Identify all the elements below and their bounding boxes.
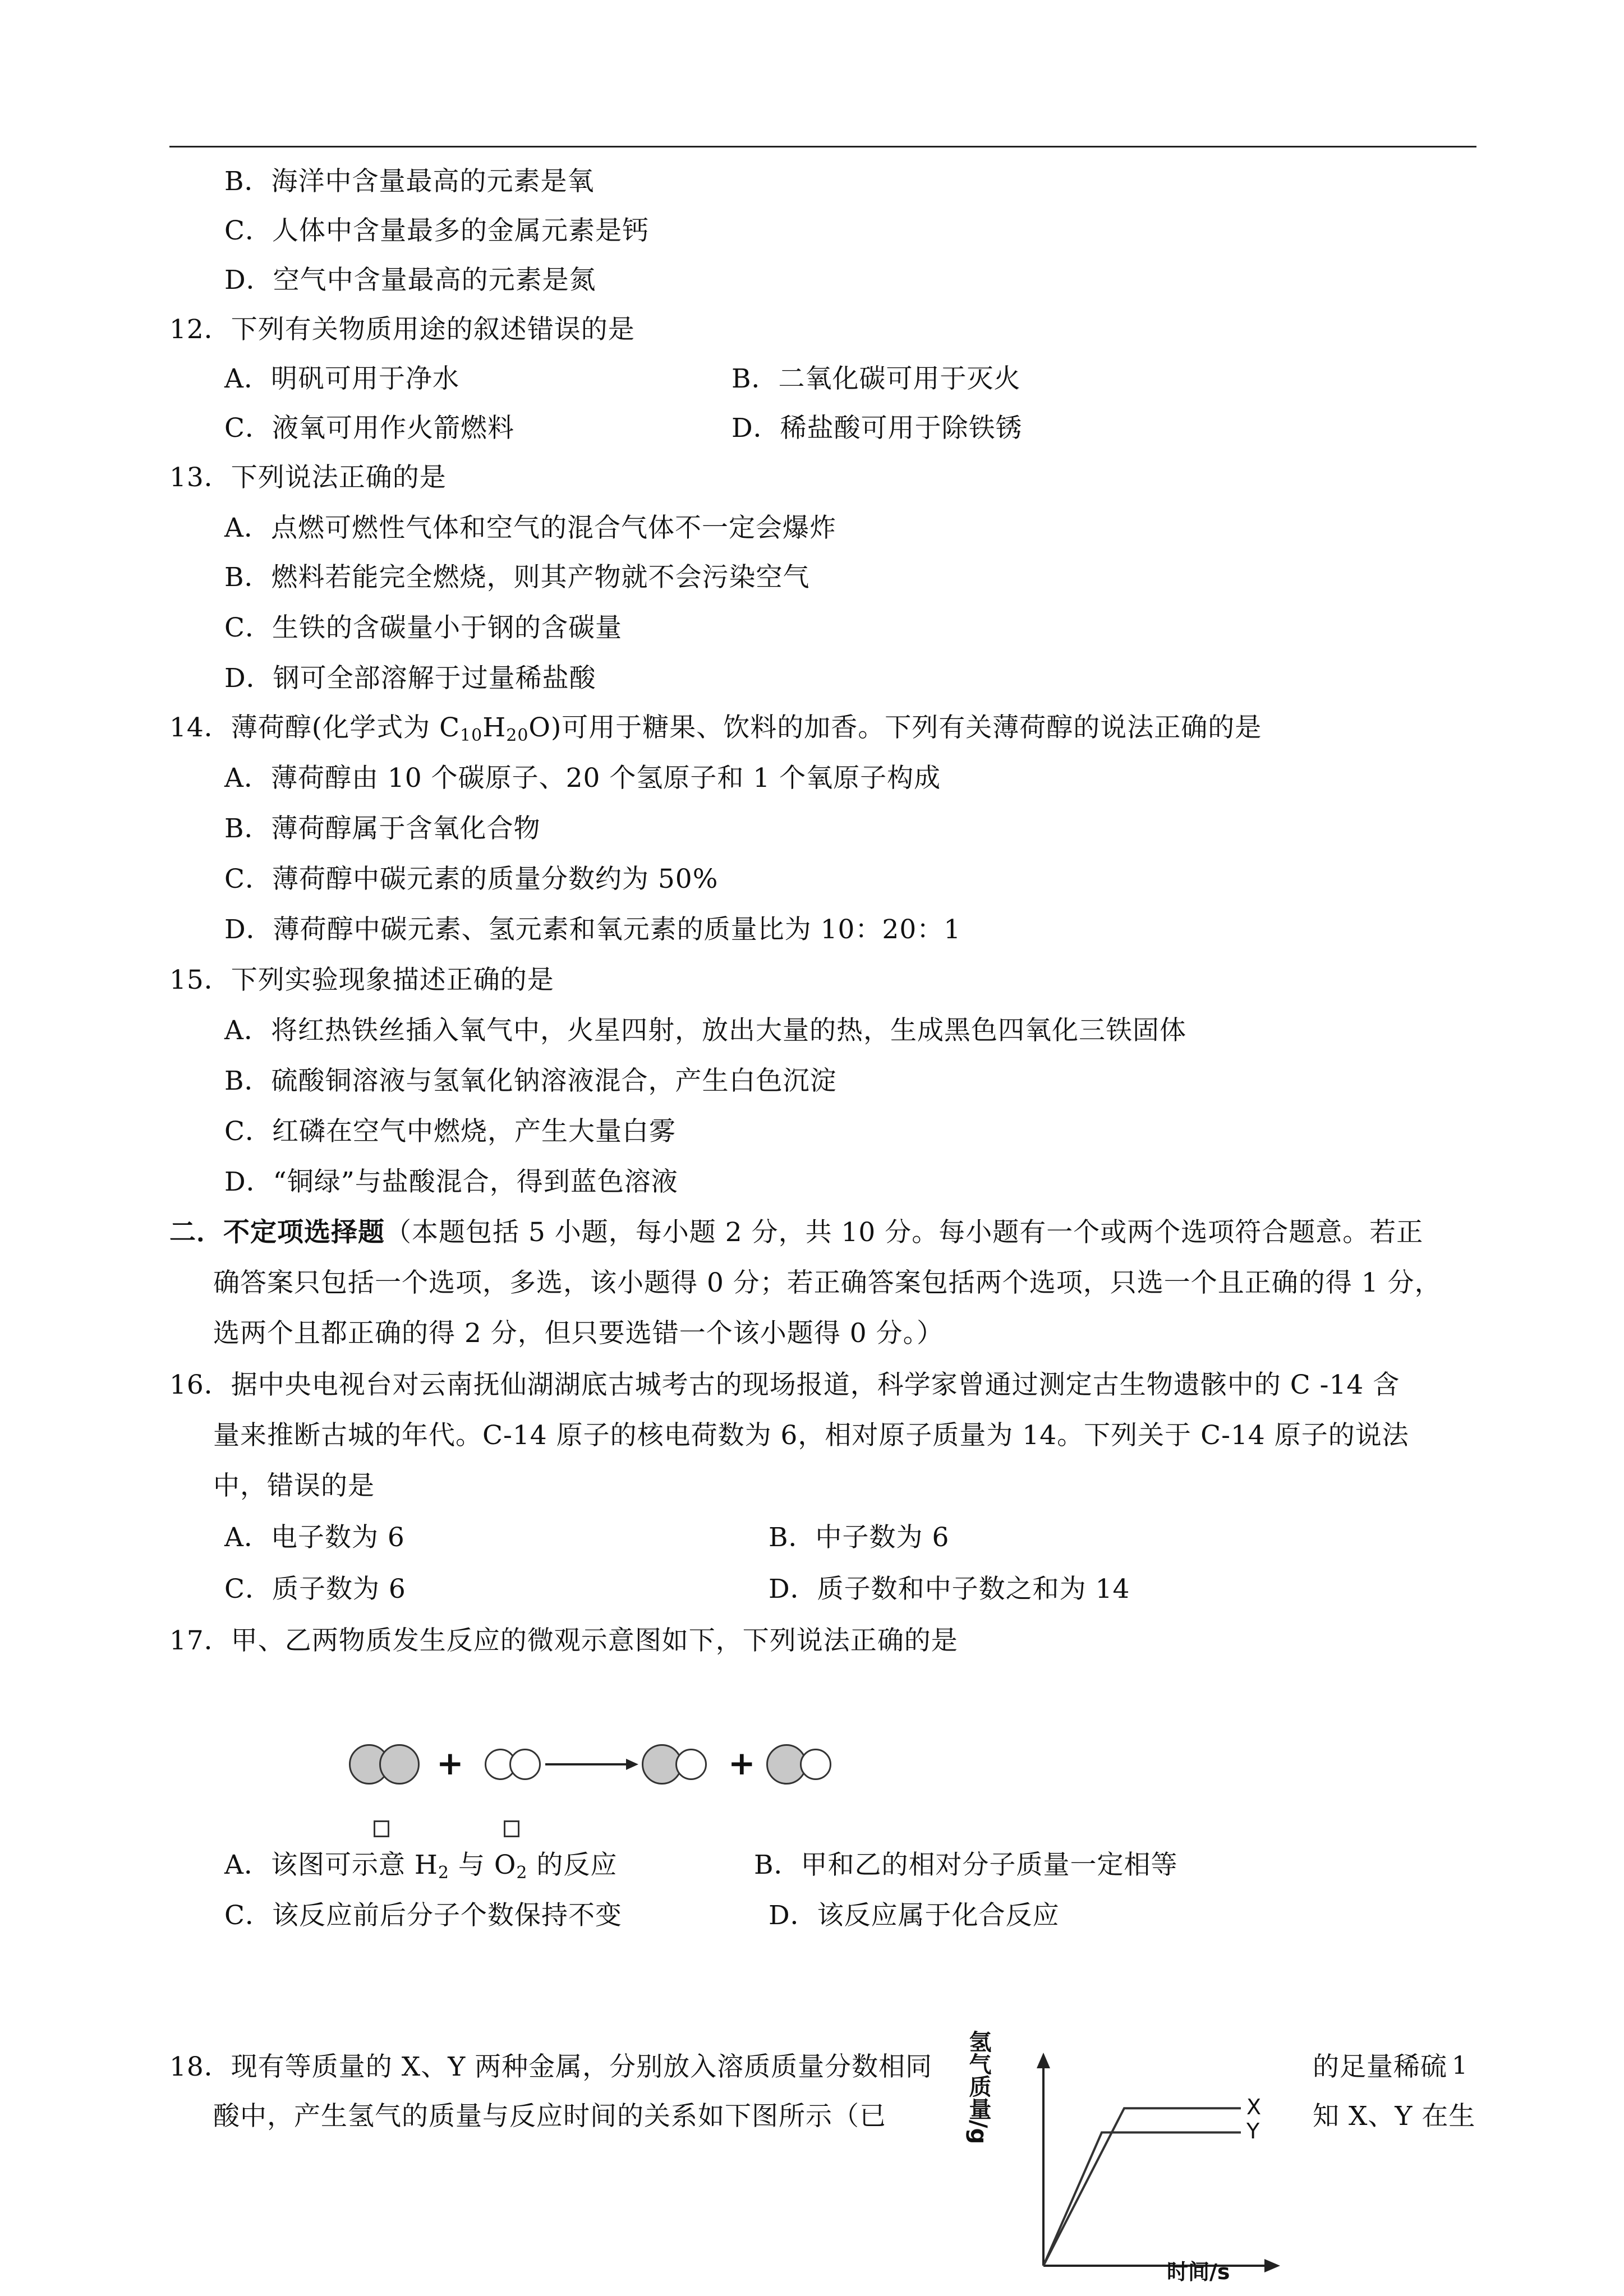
reaction-arrow bbox=[544, 1753, 640, 1776]
q16-option-a: A．电子数为 6 bbox=[224, 1522, 405, 1553]
q17-option-a-post: 的反应 bbox=[527, 1850, 618, 1880]
series-label-x: X bbox=[1246, 2095, 1262, 2120]
q16-stem-line-2: 量来推断古城的年代。C-14 原子的核电荷数为 6，相对原子质量为 14。下列关于 C-14 原子的说法 bbox=[213, 1420, 1409, 1451]
product-1-atom-b bbox=[675, 1749, 707, 1780]
q17-option-c: C．该反应前后分子个数保持不变 bbox=[224, 1900, 622, 1931]
q14-sub-2: 20 bbox=[506, 726, 529, 745]
q17-option-a bbox=[224, 1848, 617, 1882]
q12-option-b: B．二氧化碳可用于灭火 bbox=[732, 363, 1021, 394]
graph-x-axis-label: 时间/s bbox=[1167, 2260, 1230, 2284]
q11-option-d: D．空气中含量最高的元素是氮 bbox=[224, 265, 596, 296]
q14-option-a: A．薄荷醇由 10 个碳原子、20 个氢原子和 1 个氧原子构成 bbox=[224, 763, 941, 794]
graph-x-arrow bbox=[1264, 2259, 1280, 2272]
graph-plot bbox=[965, 2019, 1301, 2296]
section-2-title: 不定项选择题 bbox=[223, 1217, 385, 1248]
q11-option-c: C．人体中含量最多的金属元素是钙 bbox=[224, 215, 649, 246]
q18-stem-line-1a: 18．现有等质量的 X、Y 两种金属，分别放入溶质质量分数相同 bbox=[169, 2051, 933, 2082]
section-2-heading bbox=[169, 1216, 1423, 1250]
q13-option-b: B．燃料若能完全燃烧，则其产物就不会污染空气 bbox=[224, 562, 810, 593]
q16-option-b: B．中子数为 6 bbox=[769, 1522, 950, 1553]
product-2-atom-b bbox=[800, 1749, 831, 1780]
q12-option-a: A．明矾可用于净水 bbox=[224, 363, 459, 394]
series-label-y: Y bbox=[1246, 2119, 1260, 2144]
q16-stem-line-3: 中，错误的是 bbox=[213, 1470, 375, 1501]
header-rule bbox=[169, 146, 1476, 147]
q12-stem: 12．下列有关物质用途的叙述错误的是 bbox=[169, 314, 635, 345]
q16-stem-line-1: 16．据中央电视台对云南抚仙湖湖底古城考古的现场报道，科学家曾通过测定古生物遗骸中的 C -14 含 bbox=[169, 1370, 1400, 1400]
q16-option-d: D．质子数和中子数之和为 14 bbox=[769, 1574, 1130, 1605]
q17-option-a-pre: A．该图可示意 H bbox=[224, 1850, 438, 1880]
reactant-1-label-box bbox=[374, 1820, 389, 1837]
reactant-2-label-box bbox=[504, 1820, 519, 1837]
plus-sign: + bbox=[728, 1744, 756, 1782]
q14-option-b: B．薄荷醇属于含氧化合物 bbox=[224, 813, 541, 844]
q16-option-c: C．质子数为 6 bbox=[224, 1574, 406, 1605]
q15-option-c: C．红磷在空气中燃烧，产生大量白雾 bbox=[224, 1116, 676, 1147]
q18-stem-line-2b: 知 X、Y 在生 bbox=[1313, 2101, 1476, 2132]
q17-option-a-mid: 与 O bbox=[449, 1850, 517, 1880]
q12-option-c: C．液氧可用作火箭燃料 bbox=[224, 413, 514, 444]
hydrogen-mass-graph bbox=[965, 2019, 1301, 2296]
reactant-1-atom-b bbox=[379, 1744, 420, 1785]
graph-y-arrow bbox=[1037, 2053, 1050, 2068]
q14-option-c: C．薄荷醇中碳元素的质量分数约为 50% bbox=[224, 864, 719, 895]
reaction-diagram bbox=[337, 1722, 853, 1868]
q13-option-a: A．点燃可燃性气体和空气的混合气体不一定会爆炸 bbox=[224, 513, 836, 543]
q15-stem: 15．下列实验现象描述正确的是 bbox=[169, 965, 554, 995]
q14-stem-post: O)可用于糖果、饮料的加香。下列有关薄荷醇的说法正确的是 bbox=[528, 712, 1262, 743]
q15-option-a: A．将红热铁丝插入氧气中，火星四射，放出大量的热，生成黑色四氧化三铁固体 bbox=[224, 1015, 1186, 1046]
q14-sub-1: 10 bbox=[460, 726, 483, 745]
q17-sub-1: 2 bbox=[438, 1863, 449, 1883]
q18-stem-line-1b: 的足量稀硫 bbox=[1313, 2051, 1447, 2082]
q15-option-b: B．硫酸铜溶液与氢氧化钠溶液混合，产生白色沉淀 bbox=[224, 1066, 837, 1096]
graph-y-axis-label: 氢气质量/g bbox=[965, 2030, 991, 2145]
plus-sign: + bbox=[436, 1744, 464, 1782]
section-2-instructions: （本题包括 5 小题，每小题 2 分，共 10 分。每小题有一个或两个选项符合题意。若正 bbox=[385, 1217, 1424, 1248]
section-2-instructions-line-3: 选两个且都正确的得 2 分，但只要选错一个该小题得 0 分。） bbox=[213, 1318, 944, 1349]
q12-option-d: D．稀盐酸可用于除铁锈 bbox=[732, 413, 1023, 444]
q14-stem bbox=[169, 711, 1262, 745]
section-2-number: 二． bbox=[169, 1217, 223, 1248]
q18-stem-line-2a: 酸中，产生氢气的质量与反应时间的关系如下图所示（已 bbox=[213, 2101, 886, 2132]
q14-stem-pre: 14．薄荷醇(化学式为 C bbox=[169, 712, 461, 743]
q17-stem: 17．甲、乙两物质发生反应的微观示意图如下，下列说法正确的是 bbox=[169, 1625, 958, 1656]
reactant-2-atom-b bbox=[509, 1749, 541, 1780]
q17-option-b: B．甲和乙的相对分子质量一定相等 bbox=[754, 1850, 1178, 1880]
q17-option-d: D．该反应属于化合反应 bbox=[769, 1900, 1060, 1931]
q11-option-b: B．海洋中含量最高的元素是氧 bbox=[224, 166, 595, 197]
section-2-instructions-line-2: 确答案只包括一个选项，多选，该小题得 0 分；若正确答案包括两个选项，只选一个且正确的得 1 分， bbox=[213, 1267, 1442, 1298]
q15-option-d: D．“铜绿”与盐酸混合，得到蓝色溶液 bbox=[224, 1167, 678, 1197]
q17-sub-2: 2 bbox=[516, 1863, 528, 1883]
q14-option-d: D．薄荷醇中碳元素、氢元素和氧元素的质量比为 10：20：1 bbox=[224, 914, 961, 945]
q13-stem: 13．下列说法正确的是 bbox=[169, 462, 447, 493]
page-number: 1 bbox=[1452, 2051, 1467, 2080]
q13-option-c: C．生铁的含碳量小于钢的含碳量 bbox=[224, 612, 622, 643]
q14-stem-mid: H bbox=[482, 712, 507, 743]
series-line-y bbox=[1043, 2132, 1241, 2266]
q13-option-d: D．钢可全部溶解于过量稀盐酸 bbox=[224, 663, 596, 694]
